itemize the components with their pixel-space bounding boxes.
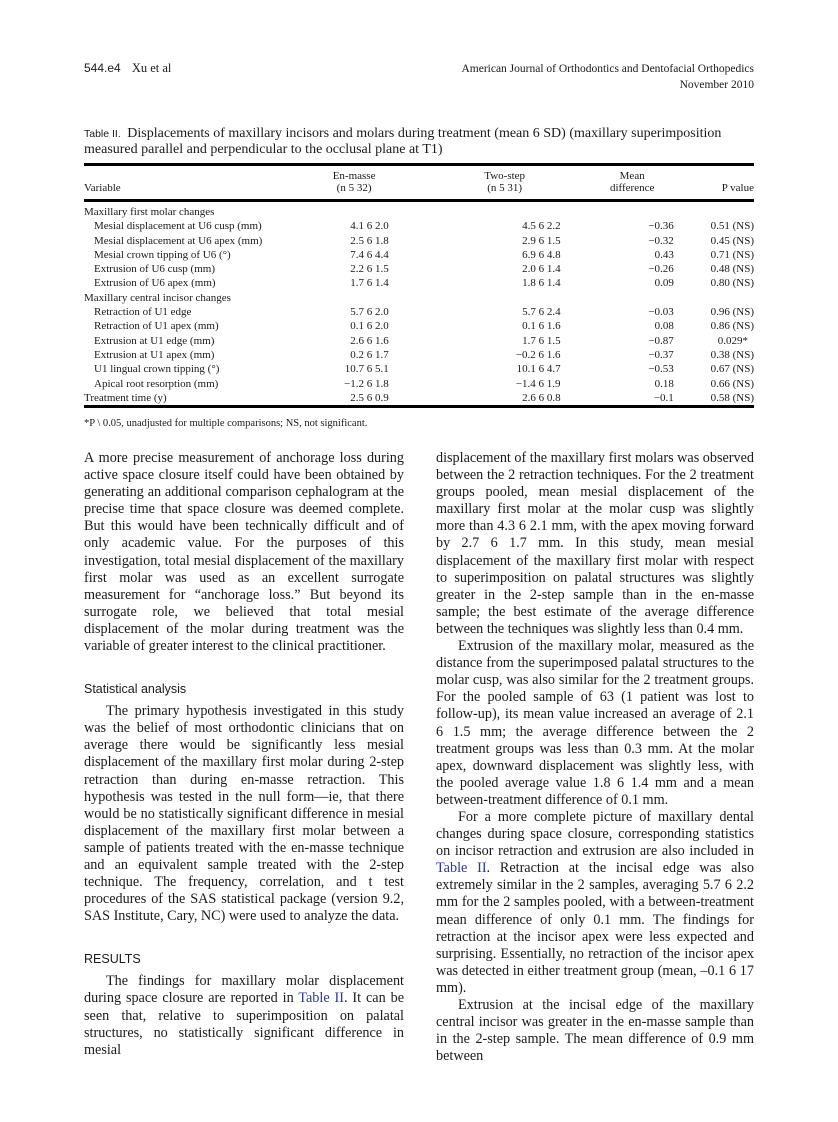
col-header-variable: Variable xyxy=(84,182,121,194)
left-column xyxy=(84,450,404,1059)
authors: Xu et al xyxy=(131,61,172,75)
table-footnote: *P \ 0.05, unadjusted for multiple comparisons; NS, not significant. xyxy=(84,418,368,429)
paragraph: Extrusion at the incisal edge of the maxillary central incisor was greater in the en-masse sample than in the 2-step sample. The mean difference of 0.9 mm between xyxy=(436,997,754,1065)
group-row: Maxillary first molar changes xyxy=(84,206,215,218)
table-row: Retraction of U1 apex (mm) 0.1 6 2.0 0.1 6 1.6 0.08 0.86 (NS) xyxy=(94,320,754,333)
paragraph: displacement of the maxillary first molars was observed between the 2 retraction techniques. For the 2 treatment groups pooled, mean mesial displacement of the maxillary first molar at the molar cusp was slightly more than 4.3 6 2.1 mm, with the apex moving forward by 2.7 6 1.7 mm. In this study, mean mesial displacement of the maxillary first molar with respect to superimposition on palatal structures was slightly greater in the 2-step sample than in the en-masse sample; the best estimate of the average difference between the techniques was slightly less than 0.4 mm. xyxy=(436,450,754,637)
table-link[interactable]: Table II xyxy=(436,860,487,877)
col-header-p-value: P value xyxy=(721,182,754,194)
section-heading-results: RESULTS xyxy=(84,952,141,967)
paragraph: The findings for maxillary molar displacement during space closure are reported in Table II. It can be seen that, relative to superimposition on palatal structures, no statistically significant difference in mesial xyxy=(84,973,404,1058)
table-row: Apical root resorption (mm) −1.2 6 1.8 −1.4 6 1.9 0.18 0.66 (NS) xyxy=(94,377,754,390)
col-header-en-masse: En-masse (n 5 32) xyxy=(332,170,376,194)
table-row: Extrusion at U1 edge (mm) 2.6 6 1.6 1.7 6 1.5 −0.87 0.029* xyxy=(94,334,748,347)
table-row: Extrusion at U1 apex (mm) 0.2 6 1.7 −0.2 6 1.6 −0.37 0.38 (NS) xyxy=(94,348,754,361)
table-row: Mesial displacement at U6 apex (mm) 2.5 6 1.8 2.9 6 1.5 −0.32 0.45 (NS) xyxy=(94,234,754,247)
paragraph: A more precise measurement of anchorage loss during active space closure itself could have been obtained by generating an additional comparison cephalogram at the precise time that space closure was deemed complete. But this would have been technically difficult and of only academic value. For the purposes of this investigation, total mesial displacement of the maxillary first molar was used as an excellent surrogate measurement for “anchorage loss.” But beyond its surrogate role, we believed that total mesial displacement of the molar during treatment was the variable of greater interest to the clinical practitioner. xyxy=(84,450,404,655)
journal-name: American Journal of Orthodontics and Dentofacial Orthopedics xyxy=(461,63,754,75)
table-row: Retraction of U1 edge 5.7 6 2.0 5.7 6 2.4 −0.03 0.96 (NS) xyxy=(94,306,754,319)
paragraph: Extrusion of the maxillary molar, measured as the distance from the superimposed palatal structures to the molar cusp, was also similar for the 2 treatment groups. For the pooled sample of 63 (1 patient was lost to follow-up), its mean value increased an average of 2.1 6 1.5 mm; the average difference between the 2 treatment groups was less than 0.3 mm. At the molar apex, downward displacement was slightly less, with the pooled average value 1.8 6 1.4 mm and a mean between-treatment difference of 0.1 mm. xyxy=(436,638,754,808)
table-row: Mesial displacement at U6 cusp (mm) 4.1 6 2.0 4.5 6 2.2 −0.36 0.51 (NS) xyxy=(94,220,754,233)
table-caption-text: Displacements of maxillary incisors and molars during treatment (mean 6 SD) (maxillary superimposition measured parallel and perpendicular to the occlusal plane at T1) xyxy=(84,126,722,157)
table-row-treatment-time: Treatment time (y) 2.5 6 0.9 2.6 6 0.8 −0.1 0.58 (NS) xyxy=(84,391,754,407)
data-table xyxy=(84,163,754,408)
paragraph: The primary hypothesis investigated in this study was the belief of most orthodontic clinicians that on average there would be significantly less mesial displacement of the maxillary first molar during 2-step retraction than during en-masse retraction. This hypothesis was tested in the null form—ie, that there would be no statistically significant difference in mesial displacement of the maxillary first molar between a sample of patients treated with the en-masse technique and an equivalent sample treated with the 2-step technique. The frequency, correlation, and t test procedures of the SAS statistical package (version 9.2, SAS Institute, Cary, NC) were used to analyze the data. xyxy=(84,703,404,925)
group-row: Maxillary central incisor changes xyxy=(84,291,231,304)
paragraph: For a more complete picture of maxillary dental changes during space closure, corresponding statistics on incisor retraction and extrusion are also included in Table II. Retraction at the incisal edge was also extremely similar in the 2 samples, averaging 5.7 6 2.2 mm for the 2 samples pooled, with a between-treatment mean difference of only 0.1 mm. The findings for retraction at the incisor apex were less expected and surprising. Essentially, no retraction of the incisor apex was detected in either treatment group (mean, –0.1 6 17 mm). xyxy=(436,808,754,996)
table-row: U1 lingual crown tipping (°) 10.7 6 5.1 10.1 6 4.7 −0.53 0.67 (NS) xyxy=(94,363,754,376)
running-header-left xyxy=(84,61,171,76)
table-label: Table II. xyxy=(84,128,121,140)
table-row: Mesial crown tipping of U6 (°) 7.4 6 4.4 6.9 6 4.8 0.43 0.71 (NS) xyxy=(94,248,754,261)
table-caption xyxy=(84,126,754,158)
issue-date: November 2010 xyxy=(679,79,754,91)
table-link[interactable]: Table II xyxy=(298,990,344,1007)
table-row: Extrusion of U6 cusp (mm) 2.2 6 1.5 2.0 6 1.4 −0.26 0.48 (NS) xyxy=(94,263,754,276)
section-heading-statistical-analysis: Statistical analysis xyxy=(84,682,187,697)
running-header-right xyxy=(461,61,754,93)
col-header-mean-difference: Mean difference xyxy=(609,170,655,194)
right-column xyxy=(436,450,754,1065)
table-header-row xyxy=(84,165,754,201)
col-header-two-step: Two-step (n 5 31) xyxy=(484,170,526,194)
page-number: 544.e4 xyxy=(84,61,121,75)
table-row: Extrusion of U6 apex (mm) 1.7 6 1.4 1.8 6 1.4 0.09 0.80 (NS) xyxy=(94,277,754,290)
